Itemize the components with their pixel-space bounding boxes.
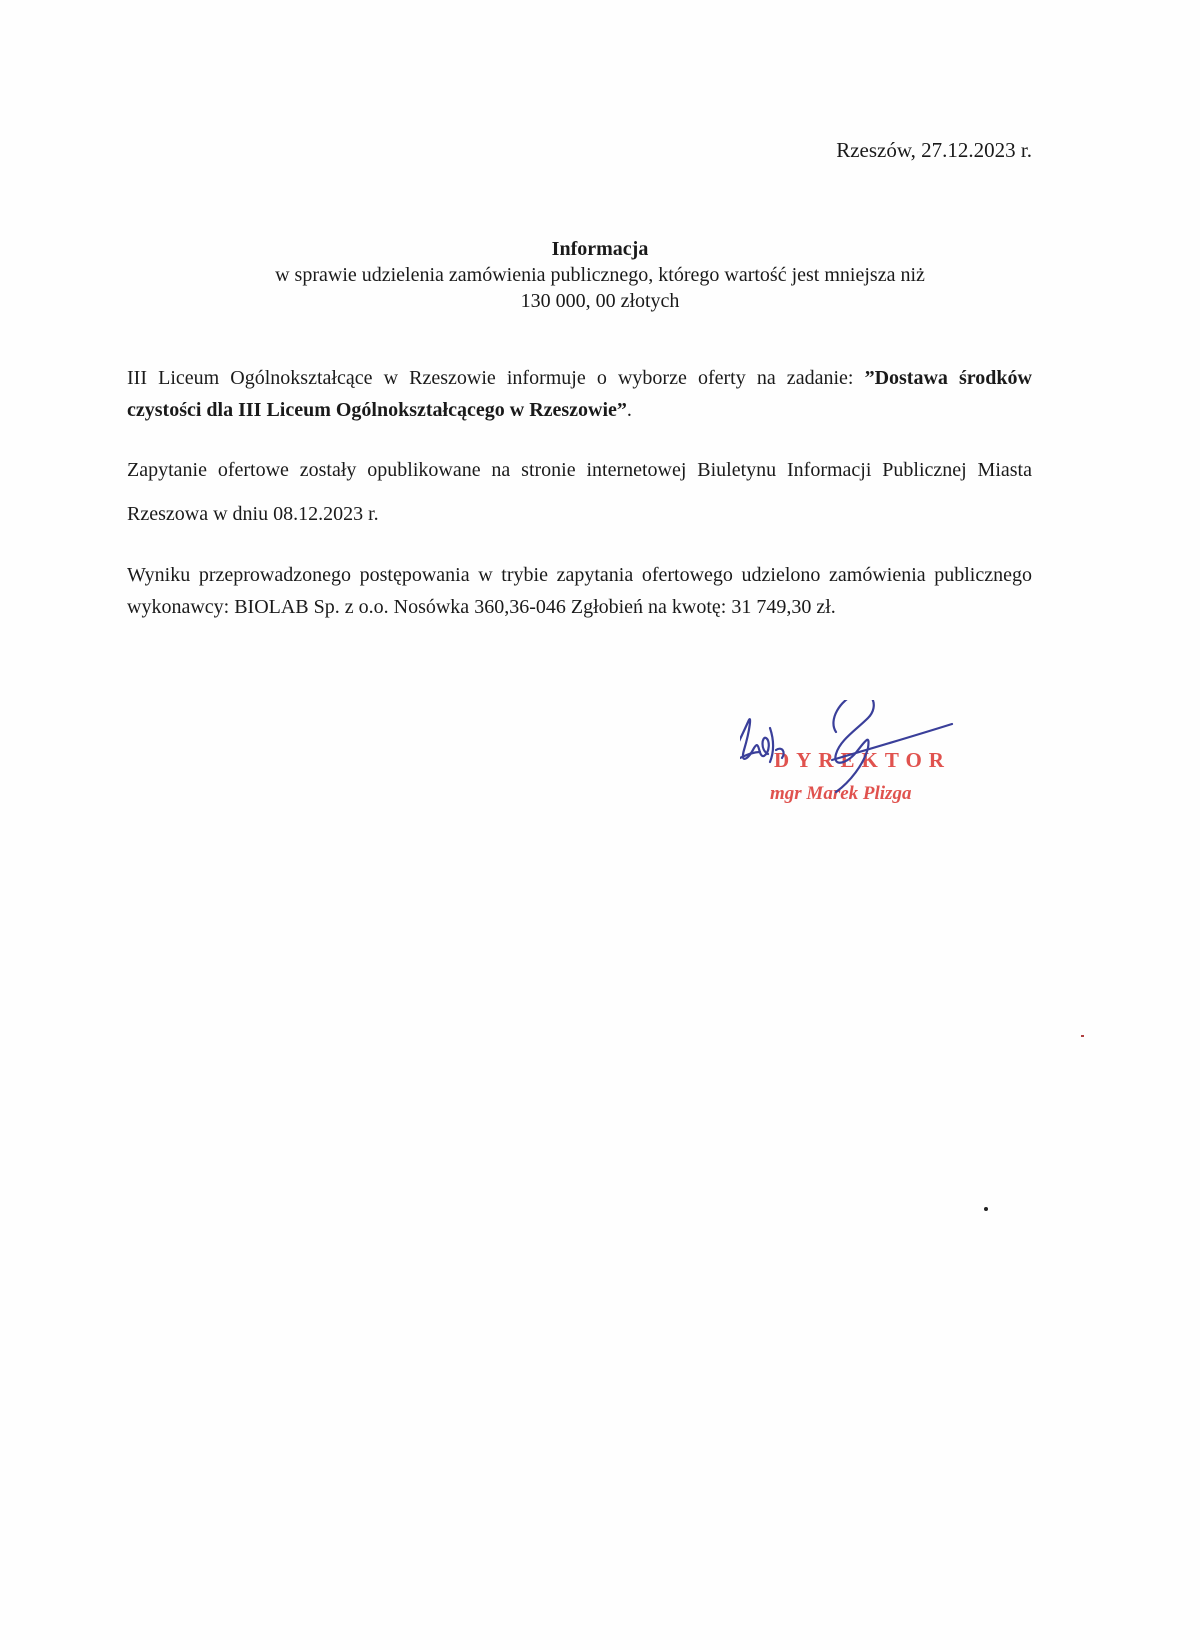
ink-dot — [984, 1207, 988, 1211]
title-line-1: w sprawie udzielenia zamówienia publicznego, którego wartość jest mniejsza niż — [275, 264, 925, 286]
stamp-title: DYREKTOR — [774, 748, 951, 772]
title-line-2: 130 000, 00 złotych — [520, 290, 680, 312]
task-name: ”Dostawa środków czystości dla III Liceum Ogólnokształcącego w Rzeszowie” — [127, 367, 1032, 421]
announcement-text: III Liceum Ogólnokształcące w Rzeszowie informuje o wyborze oferty na zadanie: — [127, 367, 865, 389]
document-heading: Informacja — [551, 238, 649, 260]
scan-speck — [1081, 1035, 1084, 1037]
document-date: Rzeszów, 27.12.2023 r. — [836, 138, 1032, 162]
title-block — [0, 236, 1200, 314]
paragraph-announcement — [127, 362, 1032, 426]
announcement-end: . — [626, 399, 632, 421]
signature-image — [740, 700, 1020, 820]
stamp-name: mgr Marek Plizga — [770, 783, 912, 804]
paragraph-publication: Zapytanie ofertowe zostały opublikowane na stronie internetowej Biuletynu Informacji Publicznej Miasta Rzeszowa w dniu 08.12.2023 r. — [127, 459, 1032, 525]
paragraph-result: Wyniku przeprowadzonego postępowania w trybie zapytania ofertowego udzielono zamówienia publicznego wykonawcy: BIOLAB Sp. z o.o. Nosówka 360,36-046 Zgłobień na kwotę: 31 749,30 zł. — [127, 564, 1032, 618]
